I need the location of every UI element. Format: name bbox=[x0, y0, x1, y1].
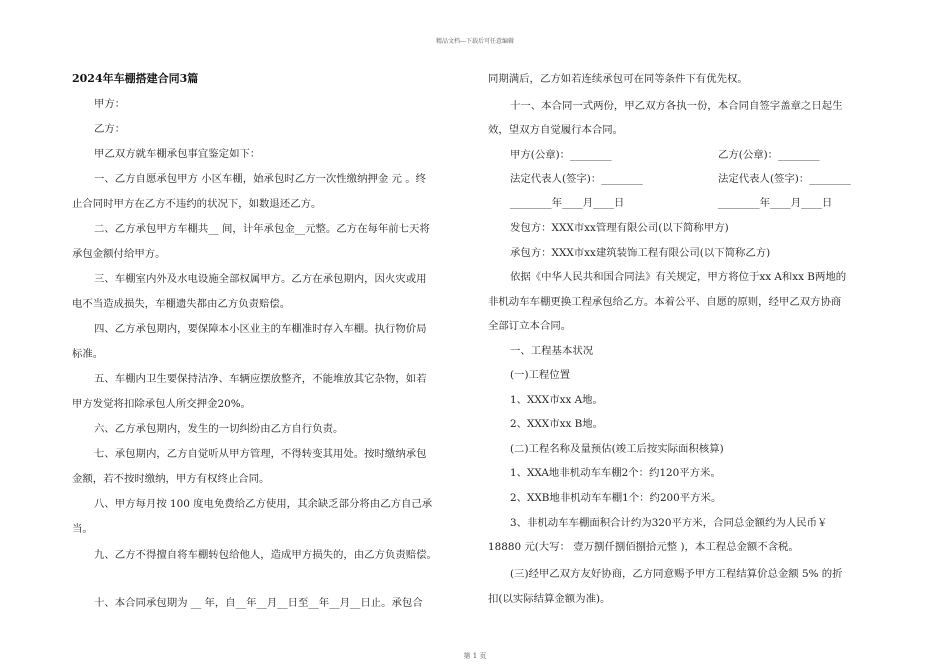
left-line: 金额，若不按时缴纳，甲方有权终止合同。 bbox=[72, 473, 270, 485]
left-line: 乙方： bbox=[94, 123, 126, 135]
left-line: 三、车棚室内外及水电设施全部权属甲方。乙方在承包期内，因火灾或用 bbox=[94, 273, 427, 285]
left-line: 四、乙方承包期内，要保障本小区业主的车棚准时存入车棚。执行物价局 bbox=[94, 323, 427, 335]
page-header: 精品文档---下载后可任意编辑 bbox=[435, 38, 515, 45]
left-line: 当。 bbox=[72, 523, 93, 535]
left-line: 甲方发觉将扣除承包人所交押金20%。 bbox=[72, 398, 251, 410]
signature-rep-b: 法定代表人(签字)：________ bbox=[718, 173, 851, 185]
right-line: 3、非机动车车棚面积合计约为320平方米，合同总金额约为人民币￥ bbox=[510, 517, 828, 529]
right-line: 2、XXB地非机动车车棚1个：约200平方米。 bbox=[510, 492, 722, 504]
page-footer: 第 1 页 bbox=[463, 652, 487, 660]
right-line: 2、XXX市xx B地。 bbox=[510, 418, 604, 430]
signature-date-b: ________年____月____日 bbox=[718, 197, 833, 209]
right-line: (三)经甲乙双方友好协商，乙方同意赐予甲方工程结算价总金额 5% 的折 bbox=[510, 568, 843, 580]
right-line: 效，望双方自觉履行本合同。 bbox=[488, 124, 624, 136]
signature-party-a: 甲方(公章)：________ bbox=[510, 149, 612, 161]
right-line: 18880 元(大写： 壹万捌仟捌佰捌拾元整 )，本工程总金额不含税。 bbox=[488, 541, 799, 553]
right-line: 承包方：XXX市xx建筑装饰工程有限公司(以下简称乙方) bbox=[510, 247, 771, 259]
signature-date-a: ________年____月____日 bbox=[510, 197, 625, 209]
left-line: 甲方： bbox=[94, 98, 126, 110]
signature-party-b: 乙方(公章)：________ bbox=[718, 149, 820, 161]
left-line: 十、本合同承包期为 __ 年，自__年__月__日至__年__月__日止。承包合 bbox=[94, 597, 423, 609]
left-line: 二、乙方承包甲方车棚共__ 间，计年承包金__元整。乙方在每年前七天将 bbox=[94, 223, 430, 235]
left-line: 八、甲方每月按 100 度电免费给乙方使用，其余缺乏部分将由乙方自己承 bbox=[94, 498, 433, 510]
document-title: 2024年车棚搭建合同3篇 bbox=[72, 72, 199, 85]
right-line: 1、XXX市xx A地。 bbox=[510, 394, 603, 406]
left-line: 九、乙方不得擅自将车棚转包给他人，造成甲方损失的，由乙方负责赔偿。 bbox=[94, 549, 437, 561]
signature-rep-a: 法定代表人(签字)：________ bbox=[510, 173, 643, 185]
right-line: 1、XXA地非机动车车棚2个：约120平方米。 bbox=[510, 467, 721, 479]
right-line: (一)工程位置 bbox=[510, 369, 571, 381]
left-line: 七、承包期内，乙方自觉听从甲方管理，不得转变其用处。按时缴纳承包 bbox=[94, 448, 427, 460]
left-line: 甲乙双方就车棚承包事宜鉴定如下： bbox=[94, 148, 261, 160]
right-line: 同期满后，乙方如若连续承包可在同等条件下有优先权。 bbox=[488, 73, 748, 85]
right-line: 十一、本合同一式两份，甲乙双方各执一份，本合同自签字盖章之日起生 bbox=[510, 100, 843, 112]
right-line: 非机动车车棚更换工程承包给乙方。本着公平、自愿的原则，经甲乙双方协商 bbox=[488, 296, 842, 308]
right-line: 依据《中华人民共和国合同法》有关规定，甲方将位于xx A和xx B两地的 bbox=[510, 271, 847, 283]
left-line: 六、乙方承包期内，发生的一切纠纷由乙方自行负责。 bbox=[94, 423, 344, 435]
left-line: 电不当造成损失，车棚遗失都由乙方负责赔偿。 bbox=[72, 298, 291, 310]
left-line: 承包金额付给甲方。 bbox=[72, 248, 166, 260]
right-line: 一、工程基本状况 bbox=[510, 345, 594, 357]
left-line: 止合同时甲方在乙方不违约的状况下，如数退还乙方。 bbox=[72, 198, 322, 210]
right-line: 扣(以实际结算金额为准)。 bbox=[488, 593, 611, 605]
left-line: 标准。 bbox=[72, 348, 104, 360]
right-line: 全部订立本合同。 bbox=[488, 320, 572, 332]
left-line: 五、车棚内卫生要保持洁净、车辆应摆放整齐，不能堆放其它杂物，如若 bbox=[94, 373, 427, 385]
right-line: (二)工程名称及量预估(竣工后按实际面积核算) bbox=[510, 443, 724, 455]
left-line: 一、乙方自愿承包甲方 小区车棚，始承包时乙方一次性缴纳押金 元 。终 bbox=[94, 173, 427, 185]
right-line: 发包方：XXX市xx管理有限公司(以下简称甲方) bbox=[510, 222, 729, 234]
